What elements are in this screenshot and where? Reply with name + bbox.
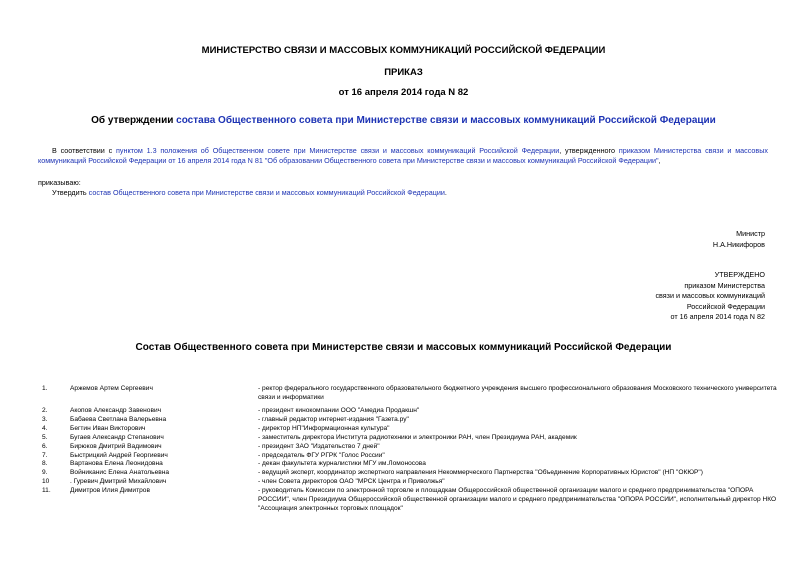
member-number: 3. [42,415,48,423]
members-table [38,385,778,514]
signature-block [713,229,765,250]
member-name: Войниканис Елена Анатольевна [70,469,170,477]
ministry-heading: МИНИСТЕРСТВО СВЯЗИ И МАССОВЫХ КОММУНИКАЦИЙ РОССИЙСКОЙ ФЕДЕРАЦИИ [201,45,606,56]
member-row [38,416,778,425]
member-name: . Гуревич Дмитрий Михайлович [70,478,167,486]
doc-type-heading: ПРИКАЗ [384,67,423,78]
member-name: Бегтин Иван Викторович [70,424,146,432]
member-row [38,452,778,461]
member-row [38,407,778,416]
preamble-text-2: , утвержденного [559,146,619,155]
member-number: 8. [42,460,48,468]
preamble-text-3: , [658,156,661,165]
member-description: - директор НП"Информационная культура" [258,424,390,432]
member-row [38,487,778,514]
member-name: Бирюков Дмитрий Вадимович [70,442,162,450]
member-name: Аржемов Артем Сергеевич [70,385,153,392]
member-number: 1. [42,385,48,392]
member-number: 6. [42,442,48,450]
member-name: Акопов Александр Завенович [70,407,162,414]
preamble-link-clause[interactable]: пунктом 1.3 положения об Общественном совете при Министерстве связи и массовых коммуникаций Российской Федерации [116,146,560,155]
member-description: - президент кинокомпании ООО "Амедиа Продакшн" [258,407,420,414]
member-description: - член Совета директоров ОАО "МРСК Центра и Приволжья" [258,478,445,486]
order-label: приказываю: [38,178,81,187]
order-text: Утвердить [52,188,89,197]
title-prefix: Об утверждении [91,115,177,126]
member-description: - председатель ФГУ РГРК "Голос России" [258,451,385,459]
member-description: - декан факультета журналистики МГУ им.Ломоносова [258,460,426,468]
member-number: 7. [42,451,48,459]
member-row [38,385,778,407]
preamble-link-order[interactable]: приказом Министерства связи и массовых коммуникаций Российской Федерации от 16 апреля 2014 года N 81 "Об образовании Общественного совета при Министерстве связи и массовых коммуникаций Российской Федерации" [38,146,768,165]
member-description: - ректор федерального государственного образовательного бюджетного учреждения высшего профессионального образования Московского технического университета связи и информатики [258,385,777,401]
approval-line-3: связи и массовых коммуникаций [655,291,765,300]
member-row [38,478,778,487]
member-name: Бугаев Александр Степанович [70,433,164,441]
member-row [38,443,778,452]
member-name: Бабаева Светлана Валерьевна [70,415,167,423]
order-end: . [444,188,447,197]
member-name: Быстрицкий Андрей Георгиевич [70,451,168,459]
member-number: 9. [42,469,48,477]
member-description: - президент ЗАО "Издательство 7 дней" [258,442,380,450]
approval-line-1: УТВЕРЖДЕНО [714,270,765,279]
preamble-text-1: В соответствии с [52,146,116,155]
member-row [38,434,778,443]
order-paragraph [52,188,447,198]
member-name: Димитров Илия Димитров [70,487,150,495]
approval-line-2: приказом Министерства [684,280,765,290]
member-description: - главный редактор интернет-издания "Газета.ру" [258,415,409,423]
member-number: 11. [42,487,51,495]
preamble-paragraph [38,146,768,166]
member-description: - руководитель Комиссии по электронной торговле и площадкам Общероссийской общественной организации малого и среднего предпринимательства "ОПОРА РОССИИ", член Президиума Общероссийской общественной организации малого и среднего предпринимательства "ОПОРА РОССИИ", исполнительный директор НКО "Ассоциация электронных торговых площадок" [258,487,777,512]
approval-line-4: Российской Федерации [686,301,765,311]
composition-title: Состав Общественного совета при Министерстве связи и массовых коммуникаций Российской Федерации [135,342,672,353]
title-link[interactable]: состава Общественного совета при Министерстве связи и массовых коммуникаций Российской Федерации [176,115,716,126]
document-title [0,115,807,126]
doc-date: от 16 апреля 2014 года N 82 [338,87,469,98]
member-row [38,460,778,469]
signature-position: Министр [736,229,765,238]
member-number: 4. [42,424,48,432]
member-number: 10 [42,478,50,486]
approval-line-5: от 16 апреля 2014 года N 82 [670,312,765,321]
signature-name: Н.А.Никифоров [712,239,765,249]
member-row [38,425,778,434]
member-number: 2. [42,407,48,414]
approval-block [655,270,765,323]
member-row [38,469,778,478]
member-description: - заместитель директора Института радиотехники и электроники РАН, член Президиума РАН, академик [258,433,577,441]
member-number: 5. [42,433,48,441]
member-description: - ведущий эксперт, координатор экспертного направления Некоммерческого Партнерства "Объединение Корпоративных Юристов" (НП "ОКЮР") [258,469,703,477]
member-name: Вартанова Елена Леонидовна [70,460,163,468]
order-link[interactable]: состав Общественного совета при Министерстве связи и массовых коммуникаций Российской Федерации [88,188,445,197]
